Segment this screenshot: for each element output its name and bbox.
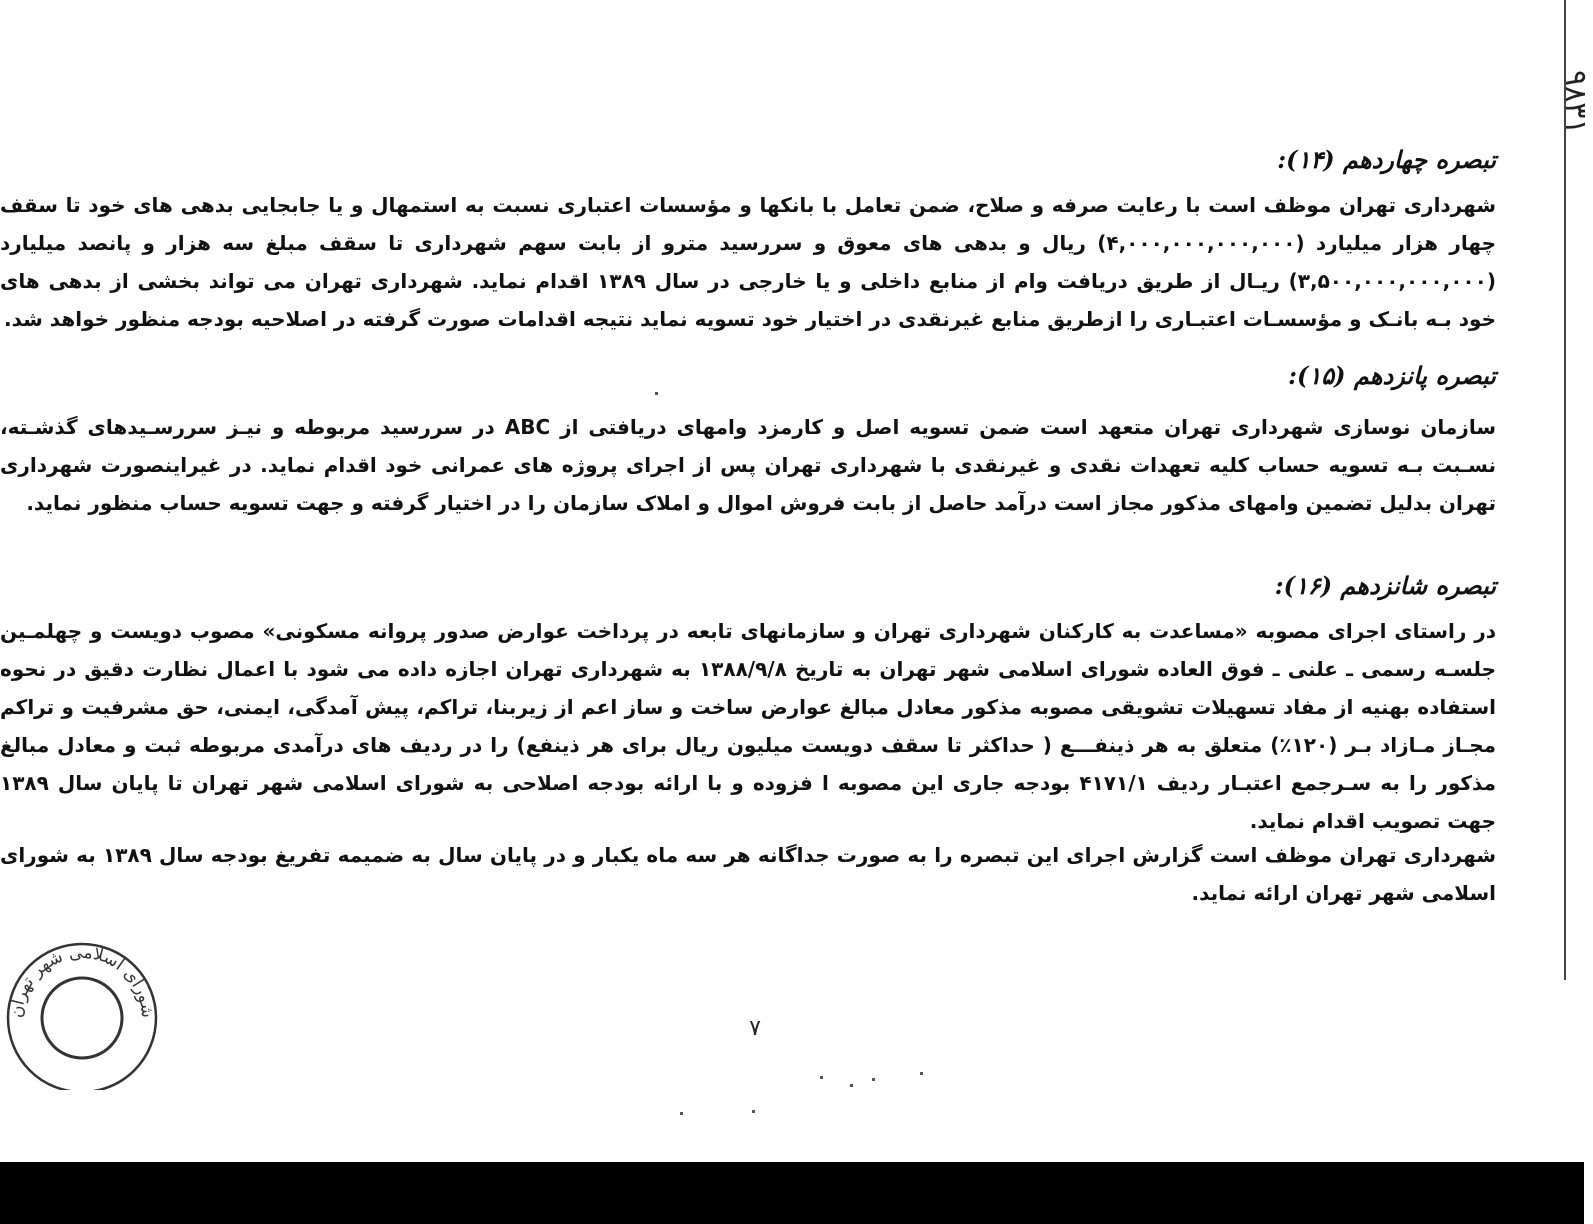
scan-edge-line — [1564, 0, 1566, 980]
seal-text: شورای اسلامی شهر تهران — [6, 942, 158, 1019]
section-heading-14: تبصره چهاردهم (۱۴): — [1277, 145, 1496, 174]
council-seal-stamp — [0, 940, 170, 1090]
scan-speck — [872, 1078, 875, 1081]
section-heading-15: تبصره پانزدهم (۱۵): — [1288, 361, 1496, 390]
scan-speck — [752, 1110, 755, 1113]
svg-text:شورای اسلامی شهر تهران — [7, 943, 158, 1019]
section-paragraph-15: سازمان نوسازی شهرداری تهران متعهد است ضمن تسویه اصل و کارمزد وامهای دریافتی از ABC در سررسید مربوطه و نیـز سررسـیدهای گذشـته، نسـبت بـه تسویه حساب کلیه تعهدات نقدی و غیرنقدی با شهرداری تهران پس از اجرای پروژه های عمرانی خود اقدام نماید. در غیراینصورت شهرداری تهران بدلیل تضمین وامهای مذکور مجاز است درآمد حاصل از بابت فروش اموال و املاک سازمان را در اختیار گرفته و جهت تسویه حساب منظور نماید. — [0, 415, 1496, 515]
scan-speck — [850, 1084, 853, 1087]
section-paragraph-14: شهرداری تهران موظف است با رعایت صرفه و صلاح، ضمن تعامل با بانکها و مؤسسات اعتباری نسبت به استمهال و یا جابجایی بدهی های خود تا سقف چهار هزار میلیارد (۴,۰۰۰,۰۰۰,۰۰۰,۰۰۰) ریال و بدهی های معوق و سررسید مترو از بابت سهم شهرداری تا سقف مبلغ سه هزار و پانصد میلیارد (۳,۵۰۰,۰۰۰,۰۰۰,۰۰۰) ریـال از طریق دریافت وام از منابع داخلی و یا خارجی در سال ۱۳۸۹ اقدام نماید. شهرداری تهران می تواند بخشی از بدهی های خود بـه بانـک و مؤسسـات اعتبـاری را ازطریق منابع غیرنقدی در اختیار خود تسویه نماید نتیجه اقدامات صورت گرفته در اصلاحیه بودجه منظور خواهد شد. — [0, 193, 1496, 331]
scan-bottom-band — [0, 1162, 1584, 1224]
scan-speck — [820, 1076, 823, 1079]
handwritten-page-mark: ۹۸۳۱ — [1558, 70, 1593, 135]
section-paragraph-16a: در راستای اجرای مصوبه «مساعدت به کارکنان شهرداری تهران و سازمانهای تابعه در پرداخت عوارض صدور پروانه مسکونی» مصوب دویست و چهلمـین جلسـه رسمی ـ علنی ـ فوق العاده شورای اسلامی شهر تهران به تاریخ ۱۳۸۸/۹/۸ به شهرداری تهران اجازه داده می شود با اعمال نظارت دقیق در نحوه استفاده بهنیه از مفاد تسهیلات تشویقی مصوبه مذکور معادل مبالغ عوارض ساخت و ساز اعم از زیربنا، تراکم، پیش آمدگی، ایمنی، حق مشرفیت و تراکم مجـاز مـازاد بـر (۱۲۰٪) متعلق به هر ذینفـــع ( حداکثر تا سقف دویست میلیون ریال برای هر ذینفع) را در ردیف های درآمدی مربوطه ثبت و معادل مبالغ مذکور را به سـرجمع اعتبـار ردیف ۴۱۷۱/۱ بودجه جاری این مصوبه ا فزوده و با ارائه بودجه اصلاحی به شورای اسلامی شهر تهران تا پایان سال ۱۳۸۹ جهت تصویب اقدام نماید. — [0, 619, 1497, 833]
section-heading-16: تبصره شانزدهم (۱۶): — [1274, 571, 1496, 600]
scan-speck — [655, 392, 658, 395]
section-paragraph-16b: شهرداری تهران موظف است گزارش اجرای این تبصره را به صورت جداگانه هر سه ماه یکبار و در پایان سال به ضمیمه تفریغ بودجه سال ۱۳۸۹ به شورای اسلامی شهر تهران ارائه نماید. — [0, 843, 1496, 905]
page-number: ۷ — [749, 1016, 761, 1041]
scan-speck — [680, 1112, 683, 1115]
scan-speck — [920, 1072, 923, 1075]
